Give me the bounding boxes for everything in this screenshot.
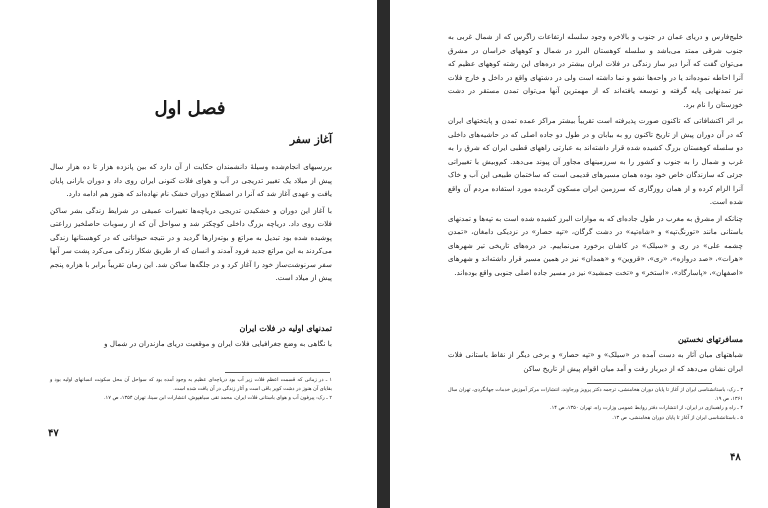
footnote: ۱ ـ در زمانی که قسمت اعظم فلات زیر آب بود دریاچه‌ای عظیم به وجود آمده بود که سواحل آن محل سکونت انسانهای اولیه بود و بقایای آن هنوز در دشت کویر باقی است و آثار زندگی در آن یافت شده است.	[50, 377, 332, 392]
footnote-divider	[225, 372, 330, 373]
paragraph: خلیج‌فارس و دریای عمان در جنوب و بالاخره وجود سلسله ارتفاعات زاگرس که از شمال غربی به جنوب شرقی ممتد می‌باشد و سلسله کوهستان البرز در شمال و کوههای خراسان در مشرق می‌توان گفت که آنرا دیر ساز زندگی در فلات ایران بیشتر در دره‌های این رشته کوههای عظیم که آنرا احاطه نموده‌اند یا در واحه‌ها نشو و نما داشته است ولی در دشتهای واقع در داخل و خارج فلات نیز تمدنهایی پایه گرفته و توسعه یافته‌اند که از مهمترین آنها می‌توان تمدن مستقر در دشت خوزستان را نام برد.	[448, 32, 743, 109]
subheading: تمدنهای اولیه در فلات ایران	[239, 323, 332, 333]
footnote: ۴ ـ راه و راهسازی در ایران، از انتشارات دفتر روابط عمومی وزارت راه، تهران ۱۳۵۰، ص ۱۴.	[549, 405, 743, 411]
paragraph: شباهتهای میان آثار به دست آمده در «سیلک» و «تپه حصار» و برخی دیگر از نقاط باستانی فلات ایران نشان می‌دهد که از دیرباز رفت و آمد میان اقوام پیش از تاریخ ساکن	[448, 350, 743, 373]
footnote: ۳ ـ رک: باستانشناسی ایران از آغاز تا پایان دوران هخامنشی، ترجمه دکتر پرویز ورجاوند، انتشارات مرکز آموزش خدمات جهانگردی، تهران سال ۱۳۶۱، ص ۱۹.	[448, 387, 743, 402]
right-page	[390, 0, 768, 508]
footnotes	[448, 386, 743, 423]
subheading: مسافرتهای نخستین	[678, 334, 743, 344]
left-page	[0, 0, 377, 508]
page-number: ۴۸	[730, 452, 741, 463]
right-body-text	[448, 30, 743, 282]
paragraph: بر اثر اکتشافاتی که تاکنون صورت پذیرفته است تقریباً بیشتر مراکز عمده تمدن و پایتختهای ایران که در آن دوران پیش از تاریخ تاکنون رو به بیابان و در طول دو جاده اصلی که در حاشیه‌های داخلی دو سلسله کوهستان بزرگ کشیده شده قرار داشته‌اند به عبارتی راههای قطبی ایران که شرق را به غرب و شمال را به جنوب و کشور را به سرزمینهای مجاور آن پیوند می‌دهد. کم‌وبیش با تغییراتی جزئی که سازندگان خاص خود بوده همان مسیرهای قدیمی است که ساختمان طبیعی این آب و خاک آنرا الزام کرده و از همان روزگاری که سرزمین ایران مسکون گردیده مورد استفاده مردم آن واقع شده است.	[448, 116, 743, 206]
footnote: ۵ ـ باستانشناسی ایران از آغاز تا پایان دوران هخامنشی، ص ۱۳.	[612, 414, 743, 421]
chapter-title: فصل اول	[154, 98, 226, 119]
section-title: آغاز سفر	[289, 133, 332, 146]
paragraph: بررسیهای انجام‌شده وسیلهٔ دانشمندان حکایت از آن دارد که بین پانزده هزار تا ده هزار سال پیش از میلاد یک تغییر تدریجی در آب و هوای فلات کنونی ایران روی داد و دوران بارانی پایان یافت و عهدی آغاز شد که آنرا در اصطلاح دوران خشک نام نهاده‌اند که هنوز هم ادامه دارد.	[50, 162, 332, 198]
left-body-text	[50, 160, 332, 288]
paragraph: با نگاهی به وضع جغرافیایی فلات ایران و موقعیت دریای مازندران در شمال و	[104, 339, 332, 348]
paragraph: با آغاز این دوران و خشکیدن تدریجی دریاچه‌ها تغییرات عمیقی در شرایط زندگی بشر ساکن فلات روی داد. دریاچه بزرگ داخلی کوچکتر شد و سواحل آن که از رسوبات حاصلخیز زراعتی پوشیده شده بود تبدیل به مراتع و بوته‌زارها گردید و در نتیجه حیواناتی که در کوهستانها زندگی می‌کردند به این مراتع جدید فرود آمدند و انسان که از طریق شکار زندگی می‌کرد پشت سر آنها سفر سرنوشت‌ساز خود را آغاز کرد و در جلگه‌ها ساکن شد. این زمان تقریباً برابر با هزاره پنجم پیش از میلاد است.	[50, 205, 332, 282]
page-number: ۴۷	[48, 428, 59, 439]
footnotes	[50, 376, 332, 404]
paragraph: چنانکه از مشرق به مغرب در طول جاده‌ای که به موازات البرز کشیده شده است به تپه‌ها و تمدنهای باستانی مانند «تورنگ‌تپه» و «شاه‌تپه» در دشت گرگان، «تپه حصار» در نزدیکی دامغان، «تمدن چشمه علی» در ری و «سیلک» در کاشان برخورد می‌نماییم. در دره‌های تاریخی تیر شهرهای «هرات»، «صد دروازه»، «ری»، «قزوین» و «همدان» نیز در همین مسیر قرار داشته‌اند و شهرهای «اصفهان»، «پاسارگاد»، «استخر» و «تخت جمشید» نیز در مسیر جاده اصلی جنوبی واقع بوده‌اند.	[448, 213, 743, 277]
footnote-divider	[587, 383, 712, 384]
book-gutter	[377, 0, 390, 508]
footnote: ۲ ـ رک: پیرفون آب و هوای باستانی فلات ایران، محمد تقی سیاهپوش، انتشارات ابن سینا، تهران ۱۳۵۴، ص ۱۷.	[103, 395, 332, 401]
